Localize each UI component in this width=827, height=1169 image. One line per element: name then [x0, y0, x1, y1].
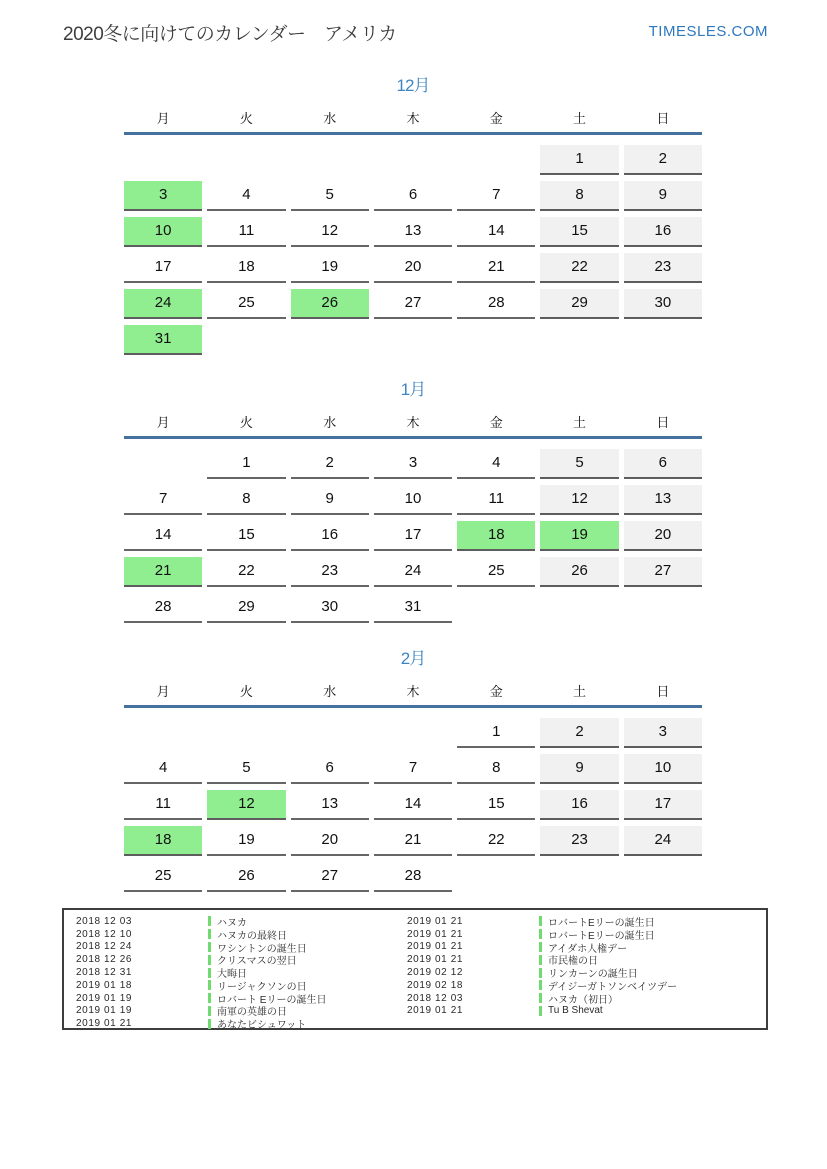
day-cell: 25 — [207, 289, 285, 319]
legend-date: 2019 01 21 — [407, 941, 464, 953]
empty-cell — [207, 718, 285, 748]
empty-cell — [291, 145, 369, 175]
empty-cell — [540, 325, 618, 355]
legend-date: 2018 12 10 — [76, 928, 133, 940]
legend-date: 2019 01 21 — [407, 928, 464, 940]
weekday-label: 金 — [489, 684, 503, 699]
weekday-label: 火 — [239, 415, 253, 430]
day-cell: 4 — [457, 449, 535, 479]
legend-holiday-name: リージャクソンの日 — [217, 981, 307, 993]
weekday-label: 木 — [406, 415, 420, 430]
day-grid — [124, 449, 702, 623]
holiday-tick-icon — [539, 1006, 542, 1016]
legend-date: 2018 12 26 — [76, 954, 133, 966]
weekday-divider — [124, 705, 702, 708]
holiday-legend — [62, 908, 768, 1030]
day-cell: 23 — [624, 253, 702, 283]
day-cell: 16 — [291, 521, 369, 551]
weekday-label: 金 — [489, 415, 503, 430]
day-cell: 18 — [207, 253, 285, 283]
legend-holiday-name: 市民権の日 — [548, 956, 598, 968]
day-cell: 23 — [291, 557, 369, 587]
day-cell: 22 — [457, 826, 535, 856]
day-cell: 10 — [374, 485, 452, 515]
legend-date: 2019 01 18 — [76, 979, 133, 991]
empty-cell — [457, 593, 535, 623]
day-cell: 9 — [624, 181, 702, 211]
day-cell: 1 — [540, 145, 618, 175]
day-cell: 15 — [207, 521, 285, 551]
day-cell: 8 — [540, 181, 618, 211]
day-cell: 19 — [540, 521, 618, 551]
weekday-divider — [124, 436, 702, 439]
legend-holiday-name: ワシントンの誕生日 — [217, 943, 307, 955]
weekday-label: 日 — [656, 111, 670, 126]
weekday-label: 水 — [323, 111, 337, 126]
legend-holiday-name: ハヌカの最終日 — [217, 930, 287, 942]
day-cell: 1 — [207, 449, 285, 479]
weekday-label: 木 — [406, 684, 420, 699]
holiday-tick-icon — [208, 1019, 211, 1029]
day-cell: 24 — [124, 289, 202, 319]
legend-date: 2019 01 21 — [407, 1005, 464, 1017]
empty-cell — [374, 325, 452, 355]
day-cell: 28 — [457, 289, 535, 319]
day-cell: 25 — [124, 862, 202, 892]
day-cell: 13 — [374, 217, 452, 247]
weekday-label: 火 — [239, 111, 253, 126]
empty-cell — [207, 325, 285, 355]
holiday-tick-icon — [539, 916, 542, 926]
holiday-tick-icon — [539, 968, 542, 978]
day-cell: 30 — [624, 289, 702, 319]
timesles-logo-link[interactable]: TIMESLES.COM — [648, 23, 768, 40]
day-cell: 30 — [291, 593, 369, 623]
day-cell: 13 — [624, 485, 702, 515]
day-cell: 5 — [540, 449, 618, 479]
holiday-tick-icon — [539, 955, 542, 965]
day-cell: 18 — [124, 826, 202, 856]
day-cell: 25 — [457, 557, 535, 587]
day-cell: 26 — [540, 557, 618, 587]
day-cell: 2 — [291, 449, 369, 479]
legend-date: 2018 12 03 — [407, 992, 464, 1004]
day-cell: 20 — [624, 521, 702, 551]
day-cell: 9 — [291, 485, 369, 515]
day-cell: 6 — [624, 449, 702, 479]
day-cell: 10 — [624, 754, 702, 784]
day-cell: 18 — [457, 521, 535, 551]
legend-holiday-name: 南軍の英雄の日 — [217, 1007, 287, 1019]
legend-date: 2018 12 31 — [76, 967, 133, 979]
day-cell: 7 — [374, 754, 452, 784]
day-cell: 12 — [291, 217, 369, 247]
day-cell: 20 — [374, 253, 452, 283]
day-cell: 12 — [207, 790, 285, 820]
empty-cell — [124, 145, 202, 175]
day-cell: 14 — [457, 217, 535, 247]
empty-cell — [291, 718, 369, 748]
day-cell: 28 — [124, 593, 202, 623]
weekday-label: 月 — [156, 415, 170, 430]
day-cell: 11 — [457, 485, 535, 515]
day-grid — [124, 145, 702, 355]
day-cell: 19 — [207, 826, 285, 856]
weekday-label: 土 — [573, 111, 587, 126]
day-cell: 27 — [374, 289, 452, 319]
day-cell: 27 — [291, 862, 369, 892]
holiday-tick-icon — [539, 929, 542, 939]
day-cell: 5 — [291, 181, 369, 211]
holiday-tick-icon — [539, 993, 542, 1003]
weekday-header — [124, 683, 702, 701]
weekday-header — [124, 414, 702, 432]
empty-cell — [291, 325, 369, 355]
day-cell: 17 — [624, 790, 702, 820]
legend-holiday-name: クリスマスの翌日 — [217, 956, 297, 968]
day-cell: 5 — [207, 754, 285, 784]
legend-holiday-name: アイダホ人権デー — [548, 943, 628, 955]
empty-cell — [374, 718, 452, 748]
day-cell: 27 — [624, 557, 702, 587]
weekday-label: 水 — [323, 415, 337, 430]
month-january — [124, 380, 702, 623]
weekday-label: 月 — [156, 684, 170, 699]
day-cell: 13 — [291, 790, 369, 820]
day-cell: 17 — [124, 253, 202, 283]
legend-holiday-name: あなたビシュワット — [217, 1020, 307, 1032]
legend-column-right — [407, 915, 766, 1030]
weekday-label: 土 — [573, 684, 587, 699]
legend-holiday-name: ハヌカ（初日） — [548, 994, 618, 1006]
holiday-tick-icon — [539, 980, 542, 990]
weekday-label: 木 — [406, 111, 420, 126]
day-cell: 14 — [374, 790, 452, 820]
day-cell: 6 — [374, 181, 452, 211]
legend-date: 2019 02 12 — [407, 967, 464, 979]
day-cell: 31 — [374, 593, 452, 623]
legend-date: 2019 01 21 — [76, 1018, 133, 1030]
month-title: 12月 — [396, 76, 430, 95]
holiday-tick-icon — [208, 968, 211, 978]
holiday-tick-icon — [208, 955, 211, 965]
holiday-tick-icon — [208, 929, 211, 939]
day-cell: 8 — [207, 485, 285, 515]
day-cell: 22 — [207, 557, 285, 587]
day-cell: 3 — [374, 449, 452, 479]
day-cell: 15 — [457, 790, 535, 820]
holiday-tick-icon — [208, 1006, 211, 1016]
day-cell: 2 — [624, 145, 702, 175]
weekday-label: 水 — [323, 684, 337, 699]
day-cell: 8 — [457, 754, 535, 784]
weekday-label: 日 — [656, 415, 670, 430]
legend-date: 2019 02 18 — [407, 979, 464, 991]
legend-item — [407, 992, 766, 1005]
day-cell: 3 — [124, 181, 202, 211]
day-cell: 4 — [207, 181, 285, 211]
day-cell: 1 — [457, 718, 535, 748]
legend-holiday-name: リンカーンの誕生日 — [548, 969, 638, 981]
weekday-label: 土 — [573, 415, 587, 430]
month-december — [124, 76, 702, 355]
legend-date: 2018 12 03 — [76, 915, 133, 927]
weekday-label: 日 — [656, 684, 670, 699]
legend-holiday-name: ロバートEリーの誕生日 — [548, 930, 655, 942]
day-cell: 12 — [540, 485, 618, 515]
day-cell: 2 — [540, 718, 618, 748]
day-cell: 22 — [540, 253, 618, 283]
legend-date: 2019 01 19 — [76, 1005, 133, 1017]
day-cell: 26 — [207, 862, 285, 892]
day-cell: 15 — [540, 217, 618, 247]
empty-cell — [624, 593, 702, 623]
legend-date: 2019 01 21 — [407, 954, 464, 966]
weekday-label: 金 — [489, 111, 503, 126]
empty-cell — [540, 862, 618, 892]
legend-date: 2018 12 24 — [76, 941, 133, 953]
day-cell: 7 — [457, 181, 535, 211]
empty-cell — [624, 325, 702, 355]
weekday-header — [124, 110, 702, 128]
day-cell: 21 — [457, 253, 535, 283]
day-cell: 21 — [374, 826, 452, 856]
weekday-divider — [124, 132, 702, 135]
day-grid — [124, 718, 702, 892]
holiday-tick-icon — [208, 980, 211, 990]
day-cell: 16 — [540, 790, 618, 820]
day-cell: 14 — [124, 521, 202, 551]
day-cell: 7 — [124, 485, 202, 515]
empty-cell — [624, 862, 702, 892]
day-cell: 11 — [124, 790, 202, 820]
holiday-tick-icon — [208, 916, 211, 926]
day-cell: 24 — [374, 557, 452, 587]
day-cell: 21 — [124, 557, 202, 587]
day-cell: 16 — [624, 217, 702, 247]
empty-cell — [207, 145, 285, 175]
legend-date: 2019 01 19 — [76, 992, 133, 1004]
month-february — [124, 649, 702, 892]
legend-column-left — [76, 915, 407, 1030]
legend-item — [76, 1017, 407, 1030]
holiday-tick-icon — [539, 942, 542, 952]
day-cell: 29 — [207, 593, 285, 623]
day-cell: 23 — [540, 826, 618, 856]
day-cell: 24 — [624, 826, 702, 856]
day-cell: 11 — [207, 217, 285, 247]
weekday-label: 月 — [156, 111, 170, 126]
legend-holiday-name: デイジーガトソンベイツデー — [548, 981, 678, 993]
day-cell: 3 — [624, 718, 702, 748]
day-cell: 19 — [291, 253, 369, 283]
legend-date: 2019 01 21 — [407, 915, 464, 927]
day-cell: 6 — [291, 754, 369, 784]
empty-cell — [124, 449, 202, 479]
legend-item — [407, 1005, 766, 1018]
day-cell: 10 — [124, 217, 202, 247]
month-title: 2月 — [400, 649, 426, 668]
day-cell: 20 — [291, 826, 369, 856]
day-cell: 29 — [540, 289, 618, 319]
day-cell: 26 — [291, 289, 369, 319]
legend-holiday-name: ロバート Eリーの誕生日 — [217, 994, 327, 1006]
holiday-tick-icon — [208, 942, 211, 952]
holiday-tick-icon — [208, 993, 211, 1003]
legend-holiday-name: 大晦日 — [217, 969, 247, 981]
legend-holiday-name: Tu B Shevat — [548, 1005, 603, 1017]
empty-cell — [374, 145, 452, 175]
day-cell: 28 — [374, 862, 452, 892]
empty-cell — [457, 862, 535, 892]
weekday-label: 火 — [239, 684, 253, 699]
day-cell: 4 — [124, 754, 202, 784]
day-cell: 17 — [374, 521, 452, 551]
empty-cell — [124, 718, 202, 748]
page-title: 2020冬に向けてのカレンダー アメリカ — [63, 24, 397, 45]
empty-cell — [540, 593, 618, 623]
day-cell: 31 — [124, 325, 202, 355]
empty-cell — [457, 145, 535, 175]
legend-holiday-name: ロバートEリーの誕生日 — [548, 917, 655, 929]
day-cell: 9 — [540, 754, 618, 784]
empty-cell — [457, 325, 535, 355]
month-title: 1月 — [400, 380, 426, 399]
legend-holiday-name: ハヌカ — [217, 917, 247, 929]
